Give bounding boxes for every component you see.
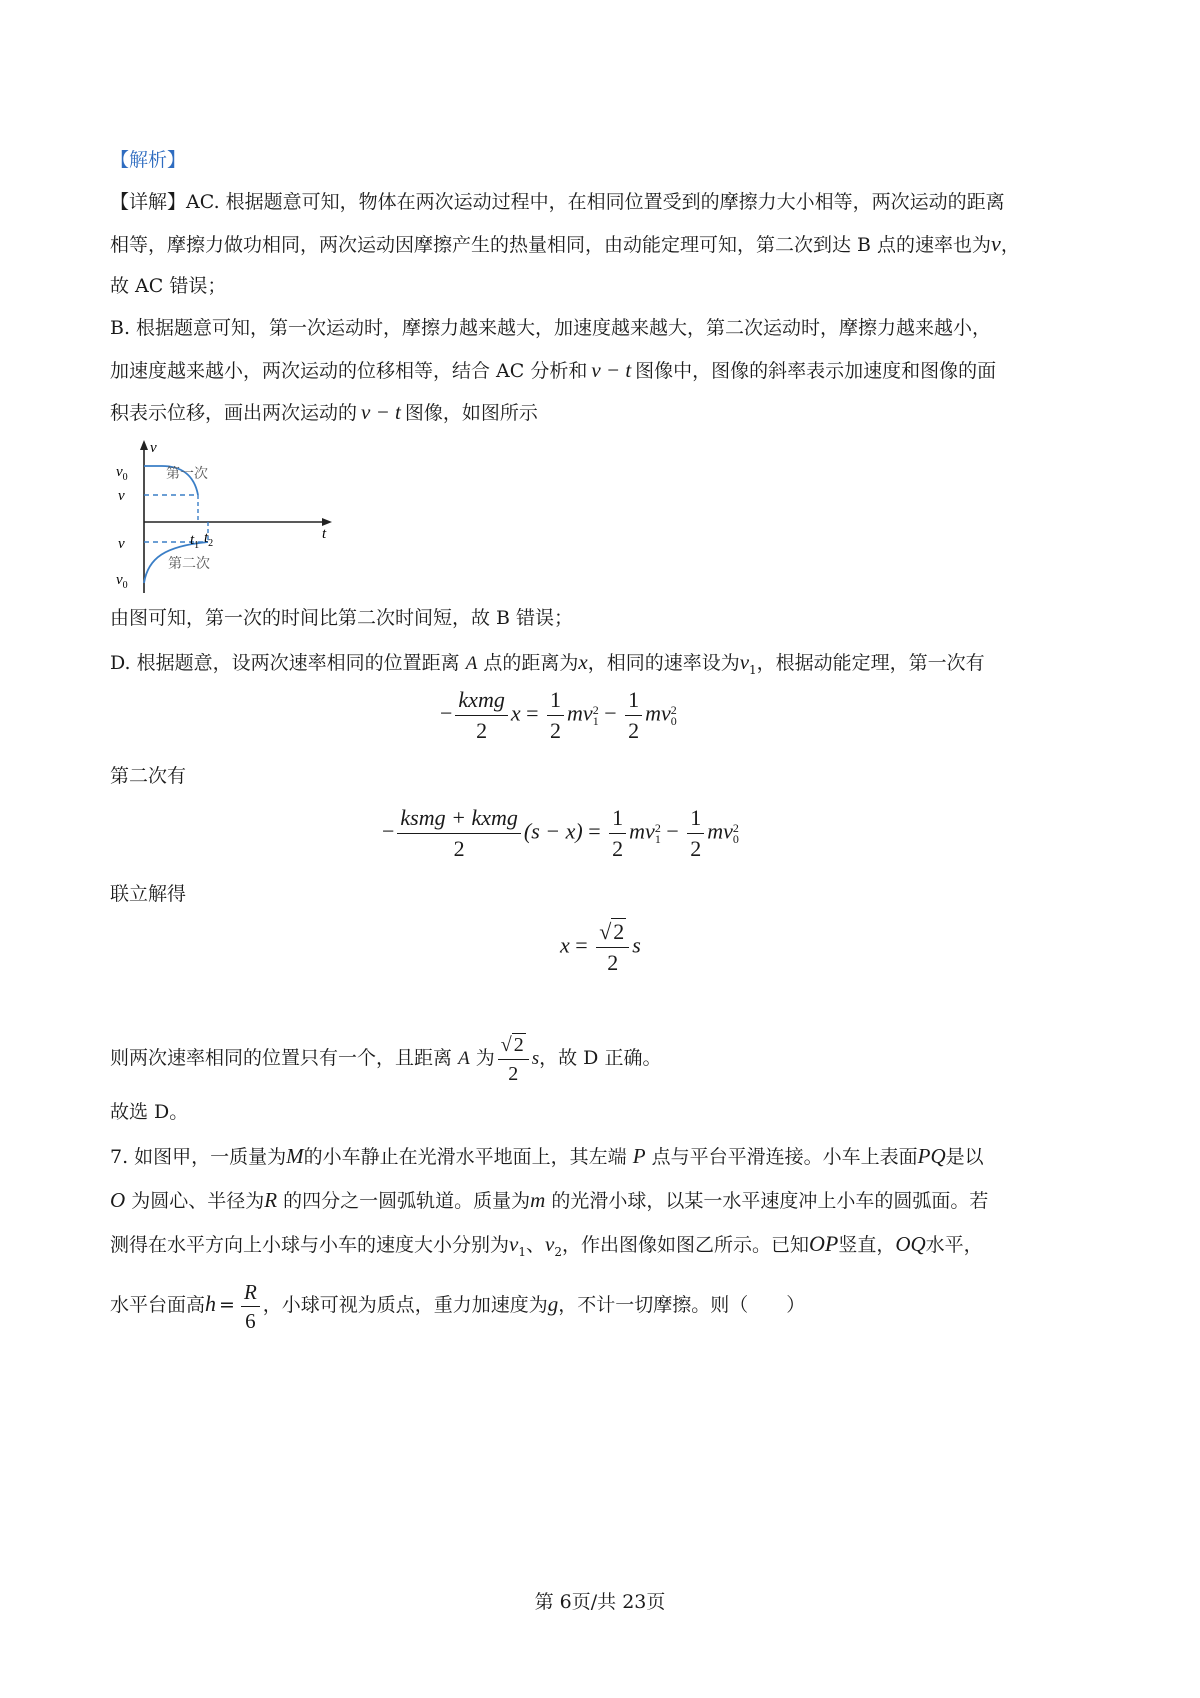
- option-b-line-1: B. 根据题意可知，第一次运动时，摩擦力越来越大，加速度越来越大，第二次运动时，摩擦力越来越小，: [110, 317, 992, 339]
- first-run-label: 第一次: [166, 467, 208, 482]
- page-footer: 第 6页/共 23页: [534, 1591, 666, 1613]
- v-axis-label: v: [150, 440, 157, 456]
- option-d-conclusion: 则两次速率相同的位置只有一个，且距离 A 为 $\frac{√ 2}{2}$ s，故 D 正确。: [110, 1033, 662, 1085]
- question-7-line-4: 水平台面高h = $\frac{R}{6}$ ，小球可视为质点，重力加速度为g，不计一切摩擦。则（ ）: [110, 1279, 806, 1333]
- detail-lead: 【详解】: [110, 191, 187, 213]
- equation-first-run: − $\frac{\text{kxmg}}{2}$ x = $\frac{1}{2}$ mv 2 1 − $\frac{1}{2}$ mv 2 0: [440, 687, 677, 743]
- v-top-label: v: [118, 488, 125, 504]
- v-axis-arrow: [140, 440, 148, 450]
- combined-solve-text: 联立解得: [110, 883, 187, 905]
- v0-bottom-label: $v_0$: [116, 572, 128, 591]
- second-run-text: 第二次有: [110, 765, 187, 787]
- detail-line-2: 相等，摩擦力做功相同，两次运动因摩擦产生的热量相同，由动能定理可知，第二次到达 B 点的速率也为v，: [110, 231, 1020, 256]
- final-answer: 故选 D。: [110, 1101, 189, 1123]
- t-axis-label: t: [322, 526, 327, 542]
- second-run-label: 第二次: [168, 557, 210, 572]
- question-7-line-3: 测得在水平方向上小球与小车的速度大小分别为$v_1$、$v_2$，作出图像如图乙所示。已知OP竖直，OQ水平，: [110, 1231, 983, 1259]
- option-d-line: D. 根据题意，设两次速率相同的位置距离 A 点的距离为x，相同的速率设为$v_1$，根据动能定理，第一次有: [110, 650, 985, 677]
- question-7-line-1: 7. 如图甲，一质量为M的小车静止在光滑水平地面上，其左端 P 点与平台平滑连接。小车上表面PQ是以: [110, 1144, 984, 1168]
- figure-conclusion: 由图可知，第一次的时间比第二次时间短，故 B 错误；: [110, 607, 574, 629]
- v-bottom-label: v: [118, 536, 125, 552]
- v0-top-label: $v_0$: [116, 464, 128, 483]
- t-axis-arrow: [322, 518, 332, 526]
- question-7-line-2: O 为圆心、半径为R 的四分之一圆弧轨道。质量为m 的光滑小球，以某一水平速度冲上小车的圆弧面。若: [110, 1188, 989, 1212]
- t1-label: $t_1$: [190, 532, 200, 551]
- t2-label: $t_2$: [204, 530, 214, 549]
- equation-second-run: − $\frac{\text{ksmg + kxmg}}{2}$ (s − x) = $\frac{1}{2}$ mv 2 1 − $\frac{1}{2}$ mv 2 0: [382, 805, 739, 861]
- detail-line-1: 【详解】AC. 根据题意可知，物体在两次运动过程中，在相同位置受到的摩擦力大小相等，两次运动的距离: [110, 191, 1005, 213]
- option-b-line-2: 加速度越来越小，两次运动的位移相等，结合 AC 分析和 v − t 图像中，图像的斜率表示加速度和图像的面: [110, 358, 997, 382]
- option-b-line-3: 积表示位移，画出两次运动的 v − t 图像，如图所示: [110, 400, 538, 424]
- vt-graph: [110, 438, 340, 598]
- analysis-heading: 【解析】: [110, 149, 187, 171]
- detail-line-3: 故 AC 错误；: [110, 275, 227, 297]
- equation-result: x = $\frac{√2}{2}$ s: [560, 919, 641, 975]
